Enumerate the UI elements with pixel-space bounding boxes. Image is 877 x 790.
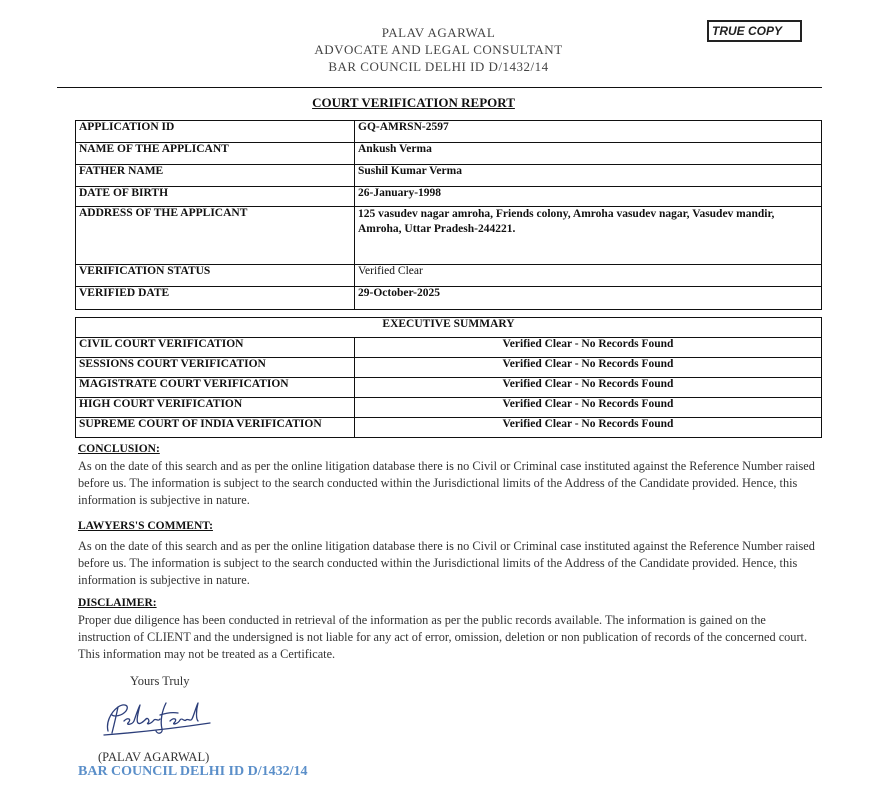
table-row: [76, 143, 822, 165]
table-row: [76, 398, 822, 418]
detail-label: APPLICATION ID: [76, 121, 355, 143]
table-row: [76, 207, 822, 265]
table-row: [76, 378, 822, 398]
summary-label: MAGISTRATE COURT VERIFICATION: [76, 378, 355, 398]
letterhead-name: PALAV AGARWAL: [381, 25, 496, 40]
conclusion-text: As on the date of this search and as per the online litigation database there is no Civil or Criminal case instituted against the Reference Number raised before us. The information is subject to the search conducted within the Jurisdictional limits of the Address of the Candidate provided. Hence, this information is subjective in nature.: [78, 459, 815, 507]
lawyers-comment-text: As on the date of this search and as per the online litigation database there is no Civil or Criminal case instituted against the Reference Number raised before us. The information is subject to the search conducted within the Jurisdictional limits of the Address of the Candidate provided. Hence, this information is subjective in nature.: [78, 539, 815, 587]
letterhead-bar-id: BAR COUNCIL DELHI ID D/1432/14: [328, 59, 549, 74]
disclaimer-text: Proper due diligence has been conducted in retrieval of the information as per the public records available. The information is gained on the instruction of CLIENT and the undersigned is not liable for any act of error, omission, deletion or non publication of records of the concerned court. This information may not be treated as a Certificate.: [78, 613, 808, 661]
detail-value: GQ-AMRSN-2597: [355, 121, 822, 143]
disclaimer-title: DISCLAIMER:: [78, 597, 157, 609]
detail-label: ADDRESS OF THE APPLICANT: [76, 207, 355, 265]
table-row: [76, 287, 822, 310]
table-row: [76, 121, 822, 143]
closing-salutation: Yours Truly: [130, 674, 190, 688]
table-row: [76, 165, 822, 187]
table-row: [76, 318, 822, 338]
detail-value: 125 vasudev nagar amroha, Friends colony, Amroha vasudev nagar, Vasudev mandir, Amroha, Uttar Pradesh-244221.: [355, 207, 822, 265]
signature-image: [100, 693, 215, 741]
letterhead-designation: ADVOCATE AND LEGAL CONSULTANT: [314, 42, 563, 57]
summary-value: Verified Clear - No Records Found: [355, 378, 822, 398]
detail-value: 29-October-2025: [355, 287, 822, 310]
summary-heading: EXECUTIVE SUMMARY: [76, 318, 822, 338]
table-row: [76, 187, 822, 207]
detail-value: Sushil Kumar Verma: [355, 165, 822, 187]
detail-value: 26-January-1998: [355, 187, 822, 207]
detail-label: VERIFIED DATE: [76, 287, 355, 310]
signatory-bar-id: BAR COUNCIL DELHI ID D/1432/14: [78, 764, 308, 779]
summary-value: Verified Clear - No Records Found: [355, 398, 822, 418]
table-row: [76, 418, 822, 438]
summary-label: SESSIONS COURT VERIFICATION: [76, 358, 355, 378]
detail-value: Ankush Verma: [355, 143, 822, 165]
detail-label: FATHER NAME: [76, 165, 355, 187]
summary-value: Verified Clear - No Records Found: [355, 358, 822, 378]
summary-label: CIVIL COURT VERIFICATION: [76, 338, 355, 358]
true-copy-stamp: TRUE COPY: [707, 20, 802, 42]
summary-value: Verified Clear - No Records Found: [355, 338, 822, 358]
table-row: [76, 265, 822, 287]
conclusion-title: CONCLUSION:: [78, 443, 160, 455]
summary-value: Verified Clear - No Records Found: [355, 418, 822, 438]
applicant-details-table: [75, 120, 822, 310]
header-divider: [57, 87, 822, 88]
summary-label: HIGH COURT VERIFICATION: [76, 398, 355, 418]
summary-label: SUPREME COURT OF INDIA VERIFICATION: [76, 418, 355, 438]
report-title: COURT VERIFICATION REPORT: [312, 95, 515, 110]
signatory-name: (PALAV AGARWAL): [98, 750, 210, 764]
executive-summary-table: [75, 317, 822, 438]
detail-label: DATE OF BIRTH: [76, 187, 355, 207]
table-row: [76, 358, 822, 378]
detail-label: NAME OF THE APPLICANT: [76, 143, 355, 165]
detail-value: Verified Clear: [355, 265, 822, 287]
table-row: [76, 338, 822, 358]
detail-label: VERIFICATION STATUS: [76, 265, 355, 287]
lawyers-comment-title: LAWYERS'S COMMENT:: [78, 520, 213, 532]
